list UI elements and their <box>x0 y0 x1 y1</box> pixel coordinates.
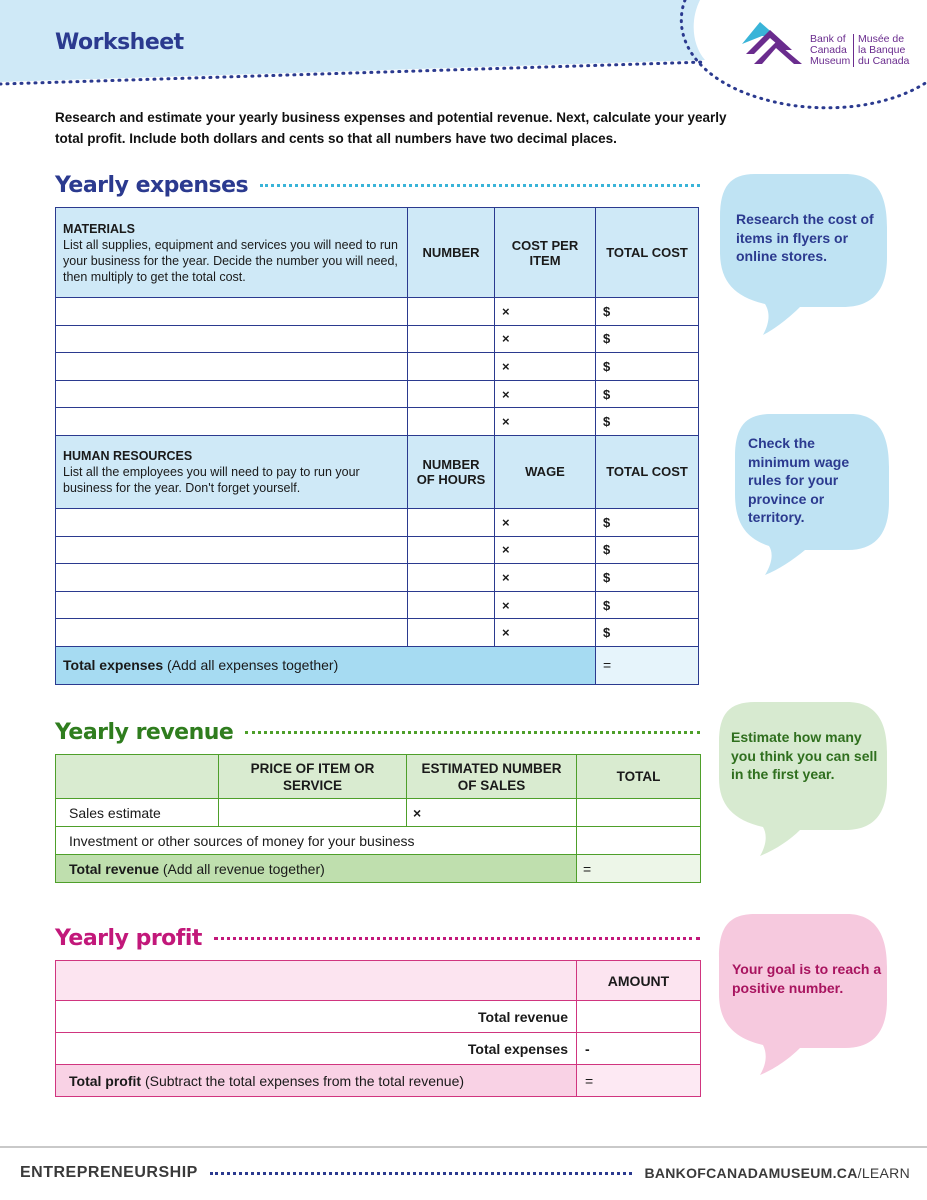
human-resources-row <box>56 619 699 647</box>
profit-expenses-row <box>56 1033 701 1065</box>
total-input[interactable]: $ <box>596 408 699 436</box>
tip-goal-text: Your goal is to reach a positive number. <box>732 961 882 996</box>
employee-input[interactable] <box>56 619 408 647</box>
col-number: NUMBER <box>408 208 495 298</box>
col-estimated-sales: ESTIMATED NUMBER OF SALES <box>407 755 577 799</box>
cost-input[interactable]: × <box>495 298 596 326</box>
wage-input[interactable]: × <box>495 619 596 647</box>
investment-input[interactable] <box>577 827 701 855</box>
number-input[interactable] <box>408 325 495 353</box>
expenses-heading-text: Yearly expenses <box>55 172 249 198</box>
investment-row <box>56 827 701 855</box>
footer-divider <box>0 1146 927 1148</box>
tip-bubble-goal <box>715 912 887 1077</box>
col-price: PRICE OF ITEM OR SERVICE <box>219 755 407 799</box>
total-expenses-row <box>56 646 699 684</box>
wage-input[interactable]: × <box>495 591 596 619</box>
col-total-cost: TOTAL COST <box>596 208 699 298</box>
total-expenses-input[interactable]: = <box>596 646 699 684</box>
expenses-heading <box>55 170 700 200</box>
number-input[interactable] <box>408 353 495 381</box>
total-revenue-input[interactable]: = <box>577 855 701 883</box>
estimated-sales-input[interactable]: × <box>407 799 577 827</box>
museum-logo <box>740 16 920 72</box>
col-wage: WAGE <box>495 435 596 508</box>
total-input[interactable]: $ <box>596 508 699 536</box>
footer-dotted-rule <box>210 1172 633 1175</box>
revenue-header-row <box>56 755 701 799</box>
profit-expenses-input[interactable]: - <box>577 1033 701 1065</box>
item-input[interactable] <box>56 408 408 436</box>
tip-research-text: Research the cost of items in flyers or online stores. <box>736 211 874 264</box>
footer-url[interactable]: BANKOFCANADAMUSEUM.CA/LEARN <box>644 1165 910 1181</box>
profit-expenses-label: Total expenses <box>56 1033 577 1065</box>
materials-row <box>56 380 699 408</box>
wage-input[interactable]: × <box>495 564 596 592</box>
logo-text-fr: Musée de la Banque du Canada <box>858 33 910 67</box>
tip-wage-text: Check the minimum wage rules for your province or territory. <box>748 435 850 525</box>
intro-text: Research and estimate your yearly business expenses and potential revenue. Next, calculate your yearly total profit. Include both dollars and cents so that all numbers have two decimal places. <box>55 110 727 146</box>
profit-table <box>55 960 701 1097</box>
total-revenue-label: Total revenue (Add all revenue together) <box>56 855 577 883</box>
total-input[interactable]: $ <box>596 298 699 326</box>
number-input[interactable] <box>408 298 495 326</box>
page-title: Worksheet <box>55 30 184 55</box>
employee-input[interactable] <box>56 591 408 619</box>
col-cost-per-item: COST PER ITEM <box>495 208 596 298</box>
dotted-rule <box>214 937 700 940</box>
sales-total-input[interactable] <box>577 799 701 827</box>
materials-row <box>56 408 699 436</box>
profit-heading <box>55 923 700 953</box>
hours-input[interactable] <box>408 591 495 619</box>
human-resources-description: HUMAN RESOURCES List all the employees you will need to pay to run your business for the year. Don't forget yourself. <box>56 435 408 508</box>
materials-header-row <box>56 208 699 298</box>
price-input[interactable] <box>219 799 407 827</box>
human-resources-row <box>56 564 699 592</box>
total-profit-label: Total profit (Subtract the total expenses from the total revenue) <box>56 1065 577 1097</box>
tip-bubble-research <box>715 172 887 337</box>
materials-description: MATERIALS List all supplies, equipment and services you will need to run your business for the year. Decide the number you will need, then multiply to get the total cost. <box>56 208 408 298</box>
number-input[interactable] <box>408 380 495 408</box>
sales-estimate-row <box>56 799 701 827</box>
cost-input[interactable]: × <box>495 380 596 408</box>
profit-revenue-input[interactable] <box>577 1001 701 1033</box>
employee-input[interactable] <box>56 508 408 536</box>
hours-input[interactable] <box>408 619 495 647</box>
logo-separator <box>853 34 854 67</box>
profit-header-row <box>56 961 701 1001</box>
wage-input[interactable]: × <box>495 536 596 564</box>
number-input[interactable] <box>408 408 495 436</box>
col-total-cost: TOTAL COST <box>596 435 699 508</box>
tip-estimate-text: Estimate how many you think you can sell in the first year. <box>731 729 878 782</box>
revenue-heading-text: Yearly revenue <box>55 719 234 745</box>
sales-estimate-label: Sales estimate <box>56 799 219 827</box>
materials-row <box>56 325 699 353</box>
item-input[interactable] <box>56 380 408 408</box>
total-expenses-label: Total expenses (Add all expenses together) <box>56 646 596 684</box>
cost-input[interactable]: × <box>495 408 596 436</box>
revenue-heading <box>55 717 700 747</box>
employee-input[interactable] <box>56 564 408 592</box>
total-revenue-row <box>56 855 701 883</box>
dotted-rule <box>260 184 700 187</box>
expenses-table <box>55 207 699 685</box>
museum-logo-icon <box>740 16 806 68</box>
profit-revenue-label: Total revenue <box>56 1001 577 1033</box>
profit-header-blank <box>56 961 577 1001</box>
human-resources-header-row <box>56 435 699 508</box>
wage-input[interactable]: × <box>495 508 596 536</box>
employee-input[interactable] <box>56 536 408 564</box>
profit-heading-text: Yearly profit <box>55 925 202 951</box>
materials-row <box>56 298 699 326</box>
investment-label: Investment or other sources of money for your business <box>56 827 577 855</box>
human-resources-row <box>56 508 699 536</box>
total-profit-input[interactable]: = <box>577 1065 701 1097</box>
cost-input[interactable]: × <box>495 325 596 353</box>
dotted-rule <box>245 731 700 734</box>
total-input[interactable]: $ <box>596 380 699 408</box>
total-input[interactable]: $ <box>596 564 699 592</box>
revenue-table <box>55 754 701 883</box>
tip-bubble-estimate <box>715 700 887 858</box>
col-total: TOTAL <box>577 755 701 799</box>
col-number-of-hours: NUMBER OF HOURS <box>408 435 495 508</box>
footer-section-label: ENTREPRENEURSHIP <box>20 1164 198 1181</box>
col-amount: AMOUNT <box>577 961 701 1001</box>
total-input[interactable]: $ <box>596 325 699 353</box>
total-input[interactable]: $ <box>596 353 699 381</box>
revenue-header-blank <box>56 755 219 799</box>
footer <box>20 1162 910 1184</box>
item-input[interactable] <box>56 325 408 353</box>
total-input[interactable]: $ <box>596 591 699 619</box>
hours-input[interactable] <box>408 564 495 592</box>
tip-bubble-wage <box>733 412 889 577</box>
logo-text-en: Bank of Canada Museum <box>810 33 851 67</box>
human-resources-row <box>56 536 699 564</box>
item-input[interactable] <box>56 298 408 326</box>
materials-row <box>56 353 699 381</box>
profit-revenue-row <box>56 1001 701 1033</box>
total-input[interactable]: $ <box>596 536 699 564</box>
hours-input[interactable] <box>408 536 495 564</box>
cost-input[interactable]: × <box>495 353 596 381</box>
hours-input[interactable] <box>408 508 495 536</box>
item-input[interactable] <box>56 353 408 381</box>
total-input[interactable]: $ <box>596 619 699 647</box>
total-profit-row <box>56 1065 701 1097</box>
human-resources-row <box>56 591 699 619</box>
